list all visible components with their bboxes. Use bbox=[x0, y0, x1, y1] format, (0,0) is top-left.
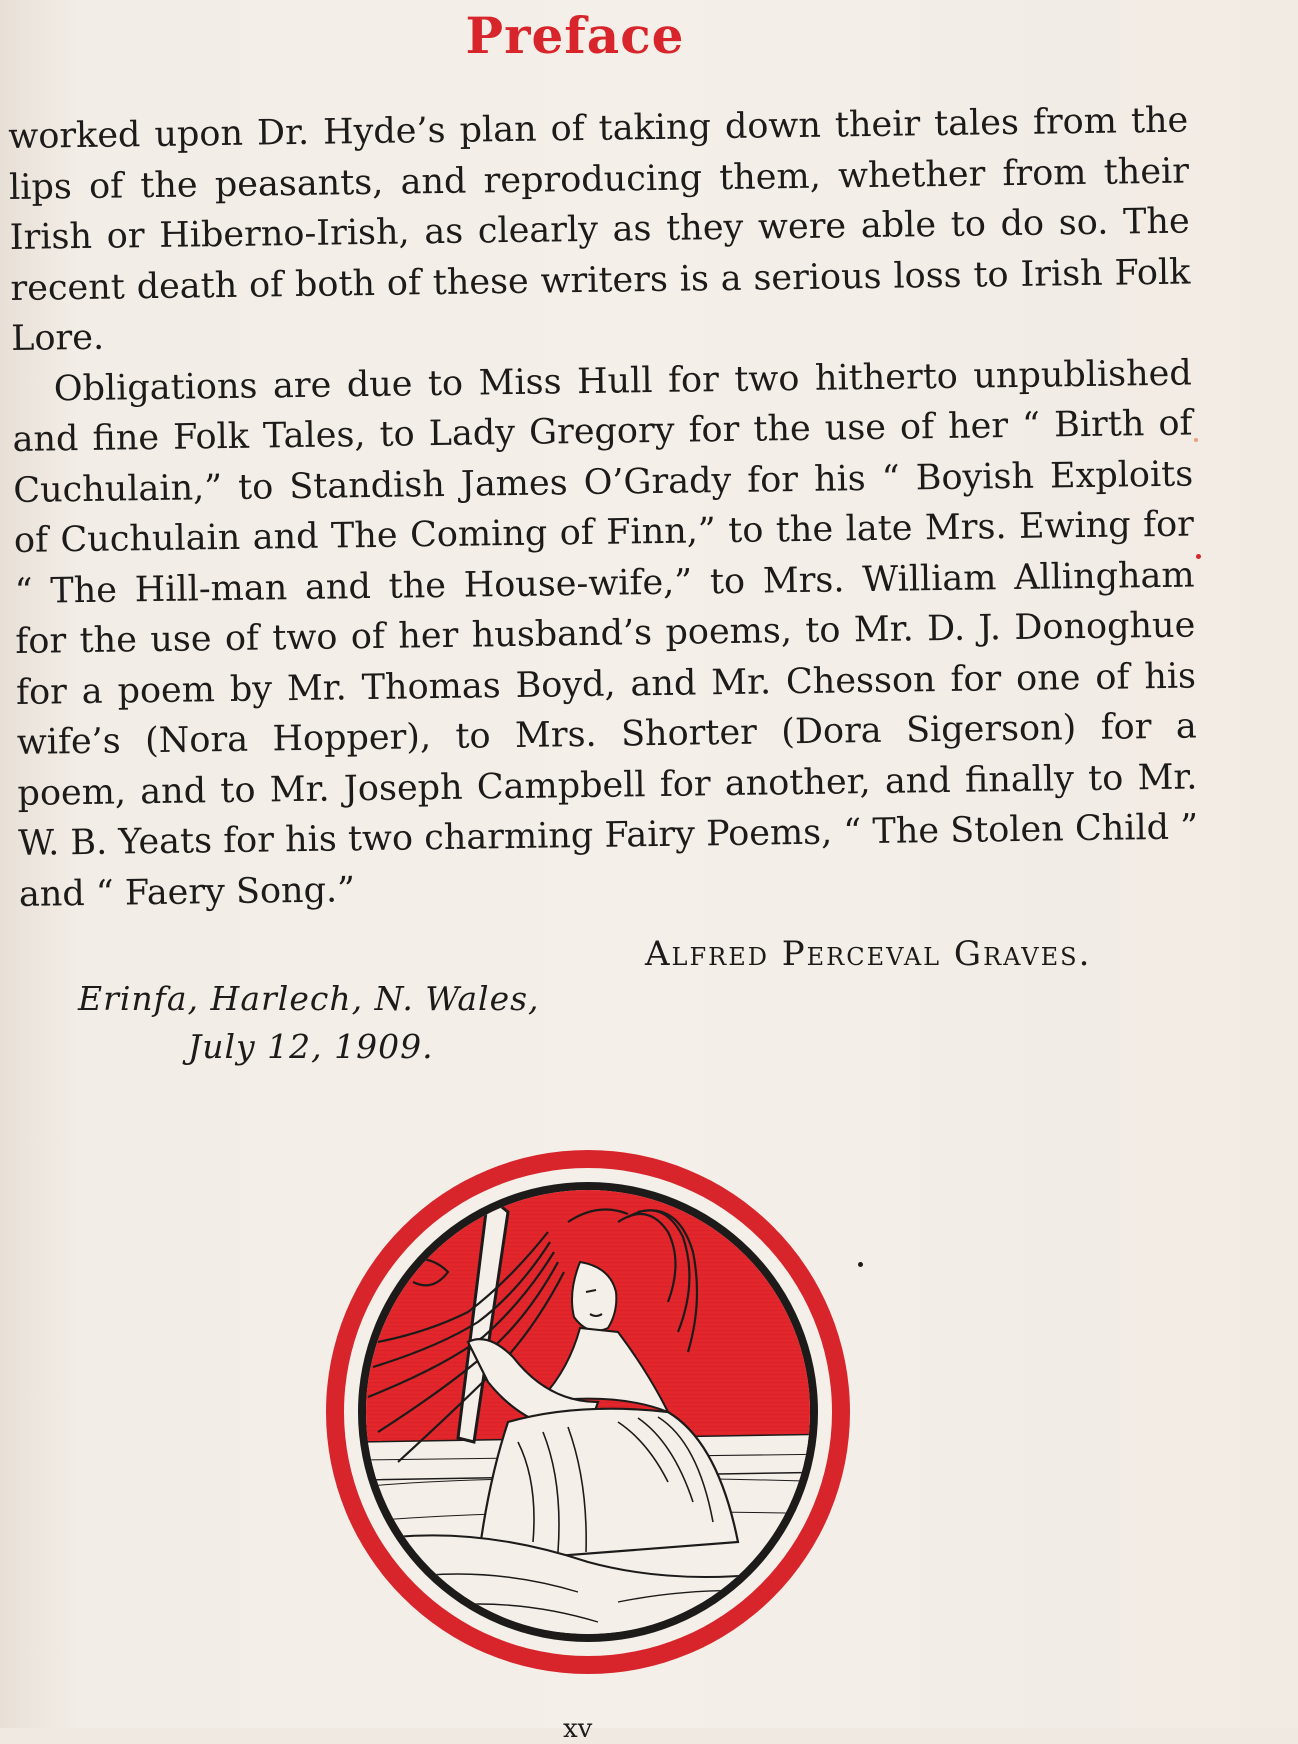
date-line: July 12, 1909. bbox=[188, 1027, 434, 1066]
body-text bbox=[8, 96, 1199, 920]
author-signature: Alfred Perceval Graves. bbox=[645, 934, 1092, 974]
place-date-block bbox=[78, 975, 540, 1071]
page-number: xv bbox=[563, 1714, 593, 1744]
place-line: Erinfa, Harlech, N. Wales, bbox=[78, 979, 540, 1018]
paper-speck bbox=[1194, 438, 1198, 442]
woman-with-harp-vignette bbox=[318, 1142, 858, 1682]
paragraph-2: Obligations are due to Miss Hull for two hitherto unpublished and fine Folk Tales, to Lady Gregory for the use of her “ Birth of Cuchulain,” to Standish James O’Grady for his “ Boyish Exploits of Cuchulain and The Coming of Finn,” to the late Mrs. Ewing for “ The Hill-man and the House-wife,” to Mrs. William Allingham for the use of two of her husband’s poems, to Mr. D. J. Donoghue for a poem by Mr. Thomas Boyd, and Mr. Chesson for one of his wife’s (Nora Hopper), to Mrs. Shorter (Dora Sigerson) for a poem, and to Mr. Joseph Campbell for another, and finally to Mr. W. B. Yeats for his two charming Fairy Poems, “ The Stolen Child ” and “ Faery Song.” bbox=[12, 352, 1199, 915]
paper-speck bbox=[858, 1262, 863, 1267]
paragraph-1: worked upon Dr. Hyde’s plan of taking down their tales from the lips of the peasants, and reproducing them, whether from their Irish or Hiberno-Irish, as clearly as they were able to do so. The recent death of both of these writers is a serious loss to Irish Folk Lore. bbox=[8, 100, 1191, 359]
paper-speck bbox=[1196, 554, 1201, 559]
page-title: Preface bbox=[465, 6, 685, 65]
